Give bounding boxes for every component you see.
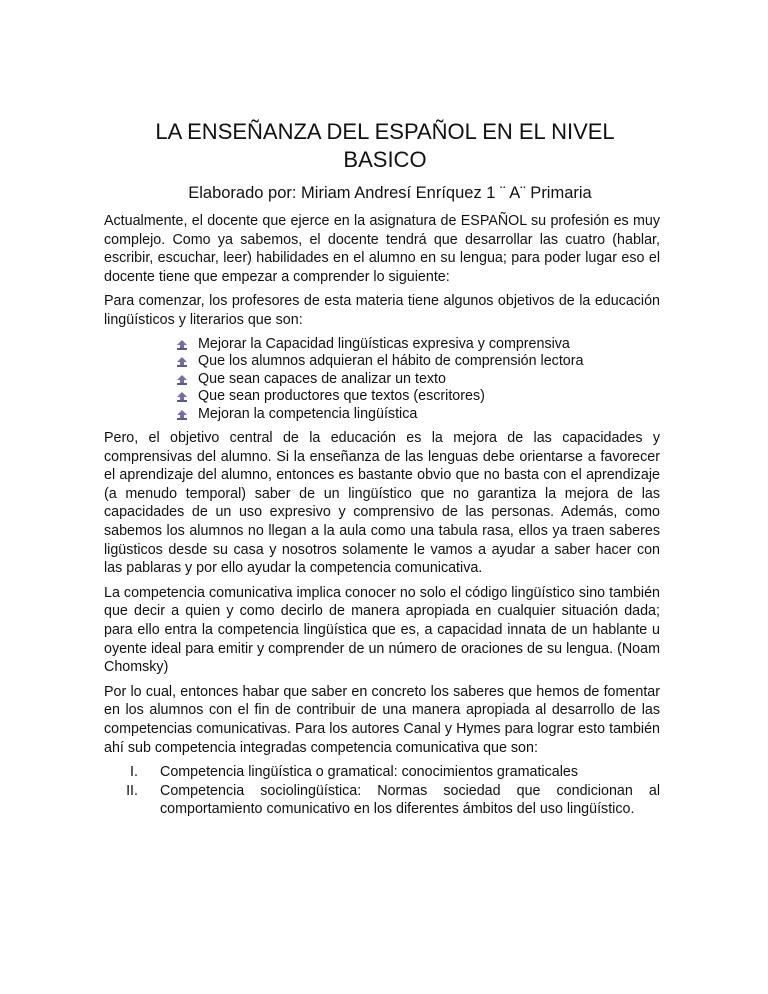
bullet-text: Que sean productores que textos (escritores) — [198, 388, 485, 405]
paragraph-5: Por lo cual, entonces habar que saber en concreto los saberes que hemos de fomentar en los alumnos con el fin de contribuir de una manera apropiada al desarrollo de las competencias comunicativas. Para los autores Canal y Hymes para lograr esto también ahí sub competencia integradas competencia comunicativa que son: — [104, 683, 660, 756]
list-text: Competencia lingüística o gramatical: conocimientos gramaticales — [160, 764, 578, 781]
list-item — [174, 371, 660, 389]
list-item — [104, 782, 660, 819]
list-numeral: II. — [126, 782, 138, 799]
document-body — [104, 212, 660, 819]
paragraph-4: La competencia comunicativa implica conocer no solo el código lingüístico sino también que decir a quien y como decirlo de manera apropiada en cualquier situación dada; para ello entra la competencia lingüística que es, a capacidad innata de un hablante u oyente ideal para emitir y comprender de un número de oraciones de su lengua. (Noam Chomsky) — [104, 584, 660, 676]
title-line-1: LA ENSEÑANZA DEL ESPAÑOL EN EL NIVEL — [155, 119, 615, 144]
bullet-arrow-icon — [176, 339, 188, 351]
list-item — [174, 406, 660, 424]
list-item — [174, 336, 660, 354]
bullet-text: Que los alumnos adquieran el hábito de comprensión lectora — [198, 353, 584, 370]
bullet-text: Mejorar la Capacidad lingüísticas expresiva y comprensiva — [198, 335, 570, 352]
title-line-2: BASICO — [343, 147, 427, 172]
bullet-text: Que sean capaces de analizar un texto — [198, 370, 446, 387]
paragraph-3: Pero, el objetivo central de la educación es la mejora de las capacidades y comprensivas del alumno. Si la enseñanza de las lenguas debe orientarse a favorecer el aprendizaje del alumno, entonces es bastante obvio que no basta con el aprendizaje (a menudo temporal) saber de un lingüístico que no garantiza la mejora de las capacidades de un uso expresivo y comprensivo de las personas. Además, como sabemos los alumnos no llegan a la aula como una tabula rasa, ellos ya traen saberes ligüsticos desde su casa y nosotros solamente le vamos a ayudar a saber hacer con las pablaras y por ello ayudar la competencia comunicativa. — [104, 430, 660, 577]
competencies-list — [104, 763, 660, 819]
paragraph-2: Para comenzar, los profesores de esta materia tiene algunos objetivos de la educación lingüísticos y literarios que son: — [104, 293, 660, 328]
list-text: Competencia sociolingüística: Normas sociedad que condicionan al comportamiento comunicativo en los diferentes ámbitos del uso lingüístico. — [160, 782, 660, 818]
document-title — [100, 118, 670, 174]
objectives-list — [104, 336, 660, 424]
bullet-arrow-icon — [176, 356, 188, 368]
paragraph-1: Actualmente, el docente que ejerce en la asignatura de ESPAÑOL su profesión es muy complejo. Como ya sabemos, el docente tendrá que desarrollar las cuatro (hablar, escribir, escuchar, leer) habilidades en el alumno en su lengua; para poder lugar eso el docente tiene que empezar a comprender lo siguiente: — [104, 213, 660, 285]
author-line: Elaborado por: Miriam Andresí Enríquez 1 ¨ A¨ Primaria — [188, 184, 592, 202]
bullet-arrow-icon — [176, 391, 188, 403]
bullet-arrow-icon — [176, 409, 188, 421]
list-numeral: I. — [130, 764, 138, 781]
list-item — [104, 763, 660, 782]
list-item — [174, 388, 660, 406]
bullet-arrow-icon — [176, 374, 188, 386]
bullet-text: Mejoran la competencia lingüística — [198, 405, 418, 422]
list-item — [174, 353, 660, 371]
